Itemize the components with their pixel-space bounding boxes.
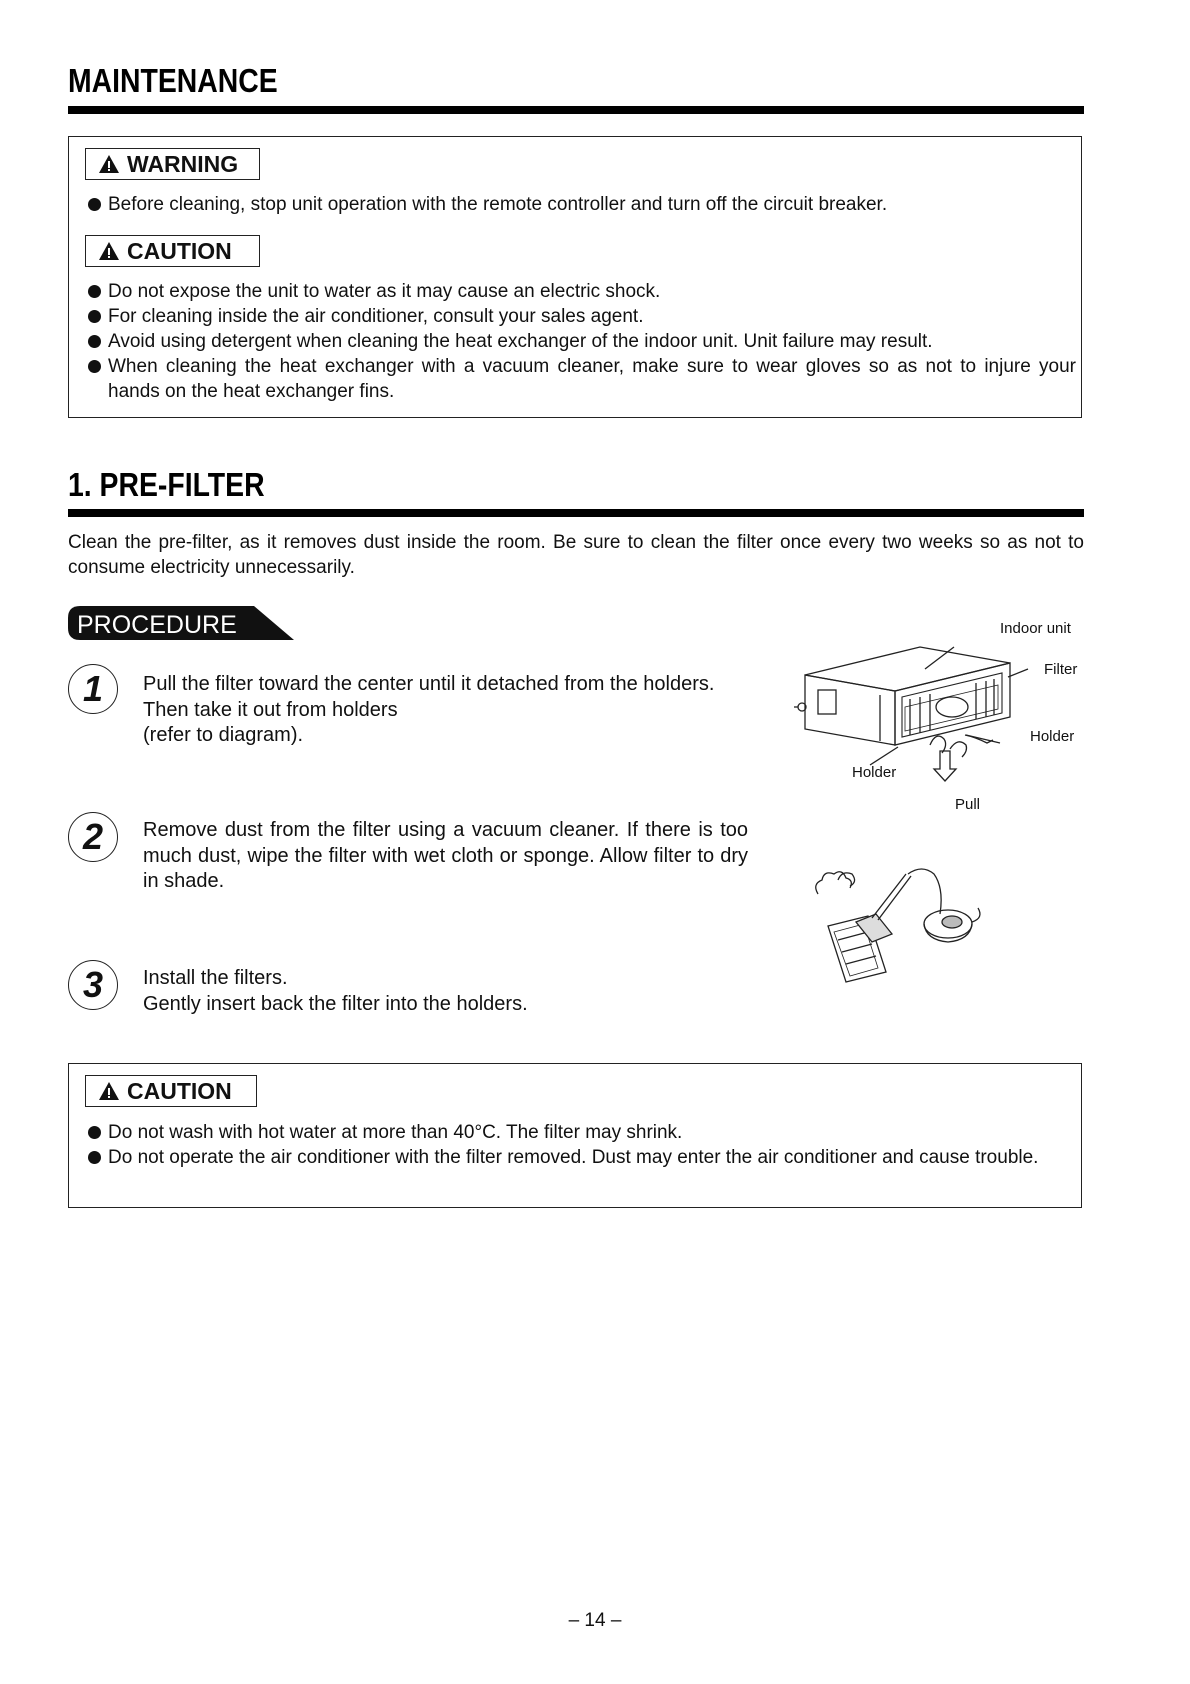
step-1-number: 1 — [68, 664, 118, 714]
caution-label: CAUTION — [127, 237, 232, 264]
section-rule — [68, 509, 1084, 517]
caution-tag-2 — [85, 1075, 257, 1107]
step-3-text: Install the filters. Gently insert back the filter into the holders. — [143, 967, 528, 1015]
caution-item: Avoid using detergent when cleaning the heat exchanger of the indoor unit. Unit failure may result. — [86, 329, 1076, 354]
caution-item: Do not operate the air conditioner with the filter removed. Dust may enter the air conditioner and cause trouble. — [86, 1145, 1076, 1170]
label-holder-right: Holder — [1030, 728, 1075, 745]
caution-triangle-icon — [98, 241, 120, 261]
bullet-icon — [88, 198, 101, 211]
warning-triangle-icon — [98, 154, 120, 174]
vacuum-cleaner-illustration — [808, 864, 988, 994]
bullet-icon — [88, 310, 101, 323]
warning-tag — [85, 148, 260, 180]
caution-triangle-icon — [98, 1081, 120, 1101]
page-number: – 14 – — [568, 1610, 622, 1631]
caution-item: For cleaning inside the air conditioner, consult your sales agent. — [86, 304, 1076, 329]
warning-item: Before cleaning, stop unit operation with the remote controller and turn off the circuit breaker. — [86, 192, 1076, 217]
step-2-number: 2 — [68, 812, 118, 862]
bullet-icon — [88, 1151, 101, 1164]
step-2-text: Remove dust from the filter using a vacuum cleaner. If there is too much dust, wipe the filter with wet cloth or sponge. Allow filter to dry in shade. — [143, 819, 748, 892]
procedure-tag — [68, 606, 298, 642]
indoor-unit-diagram — [790, 635, 1050, 805]
label-indoor-unit: Indoor unit — [1000, 620, 1071, 637]
step-1-text: Pull the filter toward the center until it detached from the holders. Then take it out from holders (refer to diagram). — [143, 673, 715, 746]
page-title: MAINTENANCE — [68, 62, 278, 99]
procedure-label: PROCEDURE — [77, 611, 237, 639]
title-rule — [68, 106, 1084, 114]
label-filter: Filter — [1044, 661, 1078, 678]
caution-label: CAUTION — [127, 1077, 232, 1104]
bullet-icon — [88, 1126, 101, 1139]
bullet-icon — [88, 285, 101, 298]
warning-label: WARNING — [127, 150, 239, 177]
label-holder-left: Holder — [852, 764, 897, 781]
step-3-number: 3 — [68, 960, 118, 1010]
bullet-icon — [88, 360, 101, 373]
caution-item: Do not wash with hot water at more than 40°C. The filter may shrink. — [86, 1120, 1076, 1145]
caution-tag — [85, 235, 260, 267]
prefilter-intro: Clean the pre-filter, as it removes dust inside the room. Be sure to clean the filter once every two weeks so as not to consume electricity unnecessarily. — [68, 532, 1084, 578]
label-pull: Pull — [955, 796, 981, 813]
caution-item: Do not expose the unit to water as it may cause an electric shock. — [86, 279, 1076, 304]
bullet-icon — [88, 335, 101, 348]
caution-item: When cleaning the heat exchanger with a vacuum cleaner, make sure to wear gloves so as not to injure your hands on the heat exchanger fins. — [86, 354, 1076, 404]
section-title: 1. PRE-FILTER — [68, 466, 265, 503]
